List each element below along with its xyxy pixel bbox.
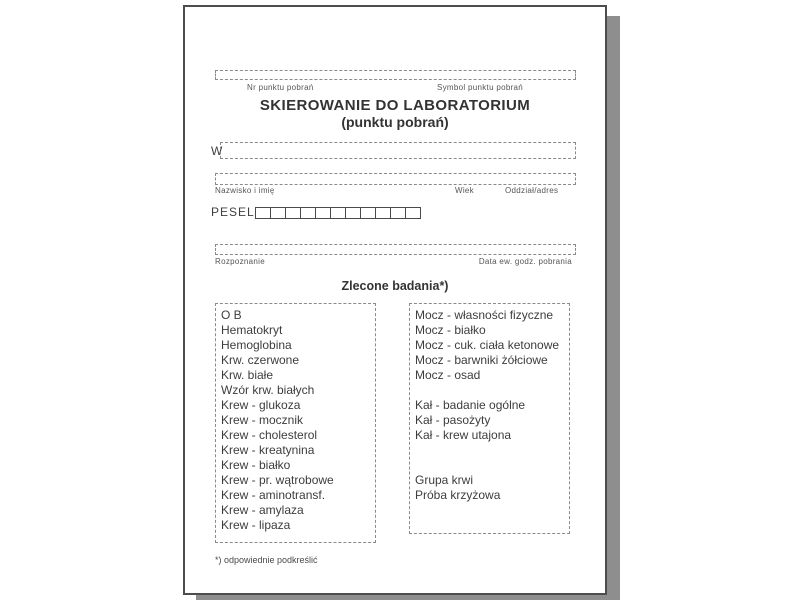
test-item-blank (415, 383, 569, 398)
test-item: Próba krzyżowa (415, 488, 501, 502)
test-item: Grupa krwi (415, 473, 474, 487)
test-item: Krew - glukoza (221, 398, 301, 412)
test-item-blank (415, 458, 569, 473)
test-item: Mocz - osad (415, 368, 481, 382)
test-item: Mocz - cuk. ciała ketonowe (415, 338, 560, 352)
pesel-digit-cell (285, 207, 301, 219)
collection-point-field-box (215, 70, 576, 80)
test-item: Krew - białko (221, 458, 291, 472)
pesel-digit-boxes (255, 207, 421, 219)
patient-ward-label: Oddział/adres (505, 186, 559, 195)
test-item: Krew - amylaza (221, 503, 304, 517)
pesel-digit-cell (390, 207, 406, 219)
referral-form-page (183, 5, 607, 595)
pesel-digit-cell (270, 207, 286, 219)
test-item-blank (415, 443, 569, 458)
ordered-tests-heading: Zlecone badania*) (341, 279, 449, 293)
test-item: O B (221, 308, 242, 322)
test-item: Wzór krw. białych (221, 383, 315, 397)
test-item: Hemoglobina (221, 338, 292, 352)
test-item: Kał - krew utajona (415, 428, 512, 442)
addressee-prefix: W (211, 144, 223, 158)
test-item: Krew - aminotransf. (221, 488, 326, 502)
collection-point-symbol-label: Symbol punktu pobrań (437, 83, 524, 92)
pesel-digit-cell (345, 207, 361, 219)
patient-name-label: Nazwisko i imię (215, 186, 275, 195)
patient-field-box (215, 173, 576, 185)
pesel-digit-cell (375, 207, 391, 219)
test-item: Mocz - własności fizyczne (415, 308, 554, 322)
test-item: Krew - kreatynina (221, 443, 315, 457)
test-item: Krew - cholesterol (221, 428, 318, 442)
pesel-digit-cell (255, 207, 271, 219)
tests-right-list (409, 303, 570, 534)
tests-left-list (215, 303, 376, 543)
diagnosis-field-box (215, 244, 576, 255)
pesel-digit-cell (315, 207, 331, 219)
test-item: Krew - lipaza (221, 518, 291, 532)
test-item: Krew - mocznik (221, 413, 304, 427)
collection-point-number-label: Nr punktu pobrań (247, 83, 314, 92)
pesel-digit-cell (300, 207, 316, 219)
addressee-field-box (220, 142, 576, 159)
test-item: Hematokryt (221, 323, 283, 337)
test-item: Krw. czerwone (221, 353, 300, 367)
test-item: Krew - pr. wątrobowe (221, 473, 334, 487)
diagnosis-label: Rozpoznanie (215, 257, 265, 266)
test-item: Krw. białe (221, 368, 274, 382)
pesel-digit-cell (405, 207, 421, 219)
test-item: Kał - badanie ogólne (415, 398, 526, 412)
form-subtitle: (punktu pobrań) (341, 114, 449, 130)
collection-datetime-label: Data ew. godz. pobrania (478, 257, 572, 266)
form-title: SKIEROWANIE DO LABORATORIUM (259, 97, 531, 114)
test-item: Mocz - białko (415, 323, 486, 337)
patient-age-label: Wiek (455, 186, 474, 195)
underline-footnote: *) odpowiednie podkreślić (215, 555, 318, 565)
pesel-label: PESEL (211, 205, 255, 219)
test-item: Kał - pasożyty (415, 413, 491, 427)
pesel-digit-cell (330, 207, 346, 219)
test-item: Mocz - barwniki żółciowe (415, 353, 548, 367)
pesel-digit-cell (360, 207, 376, 219)
